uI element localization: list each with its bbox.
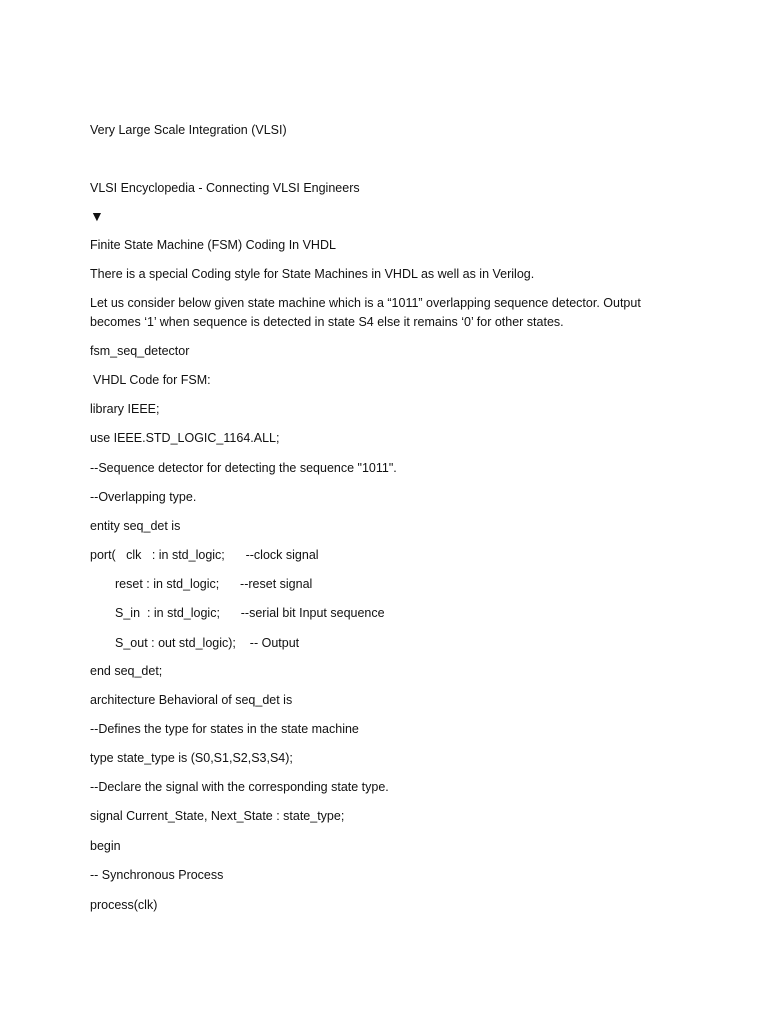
- code-line: begin: [90, 839, 121, 853]
- code-line: signal Current_State, Next_State : state_type;: [90, 809, 345, 823]
- code-line: architecture Behavioral of seq_det is: [90, 693, 293, 707]
- code-line: process(clk): [90, 898, 158, 912]
- code-line: entity seq_det is: [90, 519, 181, 533]
- code-line: S_out : out std_logic); -- Output: [115, 636, 300, 650]
- code-line: -- Synchronous Process: [90, 868, 224, 882]
- document-title: Very Large Scale Integration (VLSI): [90, 123, 287, 137]
- code-line: type state_type is (S0,S1,S2,S3,S4);: [90, 751, 293, 765]
- expand-arrow-icon: ▼: [90, 208, 104, 224]
- code-line: port( clk : in std_logic; --clock signal: [90, 548, 319, 562]
- site-name: VLSI Encyclopedia - Connecting VLSI Engineers: [90, 181, 360, 195]
- code-line: reset : in std_logic; --reset signal: [115, 577, 313, 591]
- code-line: --Sequence detector for detecting the sequence "1011".: [90, 461, 397, 475]
- paragraph-1: There is a special Coding style for State Machines in VHDL as well as in Verilog.: [90, 267, 535, 281]
- code-heading: VHDL Code for FSM:: [93, 373, 211, 387]
- code-line: --Declare the signal with the corresponding state type.: [90, 780, 389, 794]
- code-line: library IEEE;: [90, 402, 160, 416]
- code-line: --Overlapping type.: [90, 490, 197, 504]
- article-heading: Finite State Machine (FSM) Coding In VHDL: [90, 238, 336, 252]
- code-line: S_in : in std_logic; --serial bit Input sequence: [115, 606, 385, 620]
- paragraph-2: Let us consider below given state machine which is a “1011” overlapping sequence detector. Output becomes ‘1’ when sequence is detected in state S4 else it remains ‘0’ for other states.: [90, 296, 641, 329]
- code-line: --Defines the type for states in the state machine: [90, 722, 359, 736]
- code-line: end seq_det;: [90, 664, 163, 678]
- figure-caption: fsm_seq_detector: [90, 344, 190, 358]
- code-line: use IEEE.STD_LOGIC_1164.ALL;: [90, 431, 280, 445]
